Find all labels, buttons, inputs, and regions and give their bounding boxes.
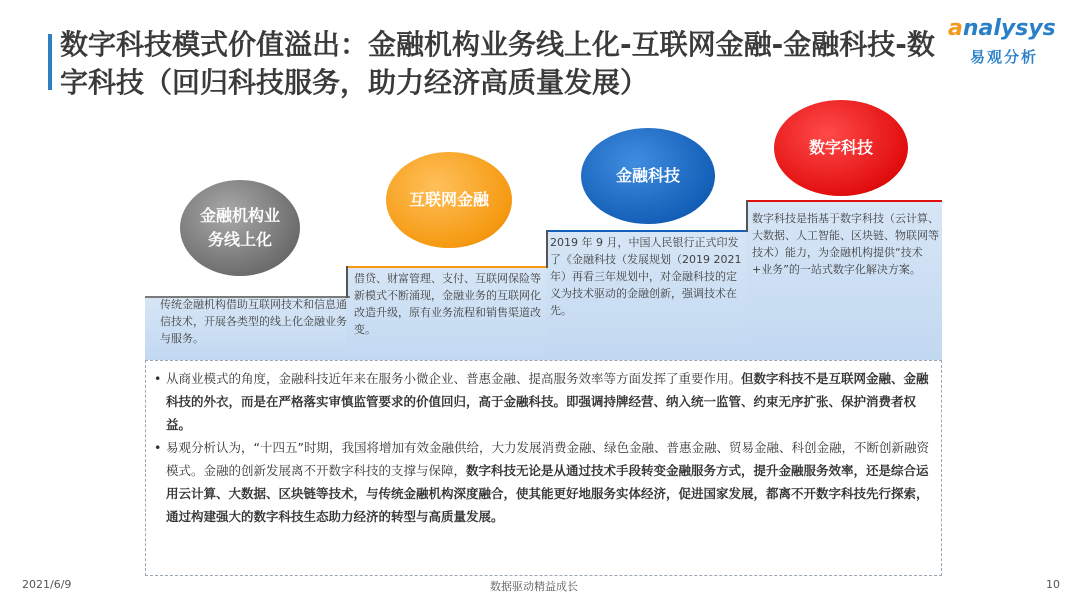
staircase-riser-3 bbox=[546, 230, 548, 268]
bullet-bold-text: 但数字科技不是互联网金融、金融科技的外衣，而是在严格落实审慎监管要求的价值回归，高于金融科技。即强调持牌经营、纳入统一监管、约束无序扩张、保护消费者权益。 bbox=[166, 371, 929, 432]
analysys-logo bbox=[948, 16, 1058, 72]
stage-circle-online-finance: 金融机构业 务线上化 bbox=[180, 180, 300, 276]
staircase-edge-4 bbox=[746, 200, 942, 202]
footer-date: 2021/6/9 bbox=[22, 578, 72, 591]
bullet-text: 从商业模式的角度，金融科技近年来在服务小微企业、普惠金融、提高服务效率等方面发挥了重要作用。 bbox=[166, 371, 742, 386]
logo-chinese-name: 易观分析 bbox=[970, 48, 1039, 66]
bullet-text: 易观分析认为，“十四五”时期，我国将增加有效金融供给，大力发展消费金融、绿色金融、普惠金融、贸易金融、科创金融，不断创新融资模式。金融的创新发展离不开数字科技的支撑与保障， bbox=[166, 440, 929, 478]
stage-circle-fintech: 金融科技 bbox=[581, 128, 715, 224]
stage-circle-internet-finance: 互联网金融 bbox=[386, 152, 512, 248]
stage-desc-2: 借贷、财富管理、支付、互联网保险等新模式不断涌现，金融业务的互联网化改造升级，原有业务流程和销售渠道改变。 bbox=[354, 272, 541, 336]
stage-desc-3: 2019 年 9 月，中国人民银行正式印发了《金融科技（发展规划（2019 2021 年）再看三年规划中，对金融科技的定义为技术驱动的金融创新，强调技术在先。 bbox=[550, 236, 742, 317]
stage-circle-digital-tech: 数字科技 bbox=[774, 100, 908, 196]
bullet-marker: • bbox=[154, 440, 162, 455]
staircase-riser-4 bbox=[746, 200, 748, 232]
stage-desc-4: 数字科技是指基于数字科技（云计算、大数据、人工智能、区块链、物联网等技术）能力，为金融机构提供“技术+业务”的一站式数字化解决方案。 bbox=[752, 212, 939, 276]
footer-slogan: 数据驱动精益成长 bbox=[490, 580, 578, 593]
staircase-riser-2 bbox=[346, 266, 348, 298]
bullet-item-2 bbox=[154, 436, 933, 528]
page-title: 数字科技模式价值溢出：金融机构业务线上化-互联网金融-金融科技-数字科技（回归科技服务，助力经济高质量发展） bbox=[60, 28, 935, 99]
staircase-edge-2 bbox=[346, 266, 546, 268]
bullet-marker: • bbox=[154, 371, 162, 386]
stage-desc-1: 传统金融机构借助互联网技术和信息通信技术，开展各类型的线上化金融业务与服务。 bbox=[160, 298, 347, 345]
logo-wordmark: analysys bbox=[948, 16, 1056, 41]
page-number: 10 bbox=[1046, 578, 1060, 591]
bullet-item-1 bbox=[154, 367, 933, 436]
bullet-bold-text: 数字科技无论是从通过技术手段转变金融服务方式，提升金融服务效率，还是综合运用云计算、大数据、区块链等技术，与传统金融机构深度融合，使其能更好地服务实体经济，促进国家发展，都离不开数字科技先行探索，通过构建强大的数字科技生态助力经济的转型与高质量发展。 bbox=[166, 463, 929, 524]
title-accent-bar bbox=[48, 34, 52, 90]
summary-bullets-box bbox=[145, 360, 942, 576]
staircase-edge-3 bbox=[546, 230, 746, 232]
